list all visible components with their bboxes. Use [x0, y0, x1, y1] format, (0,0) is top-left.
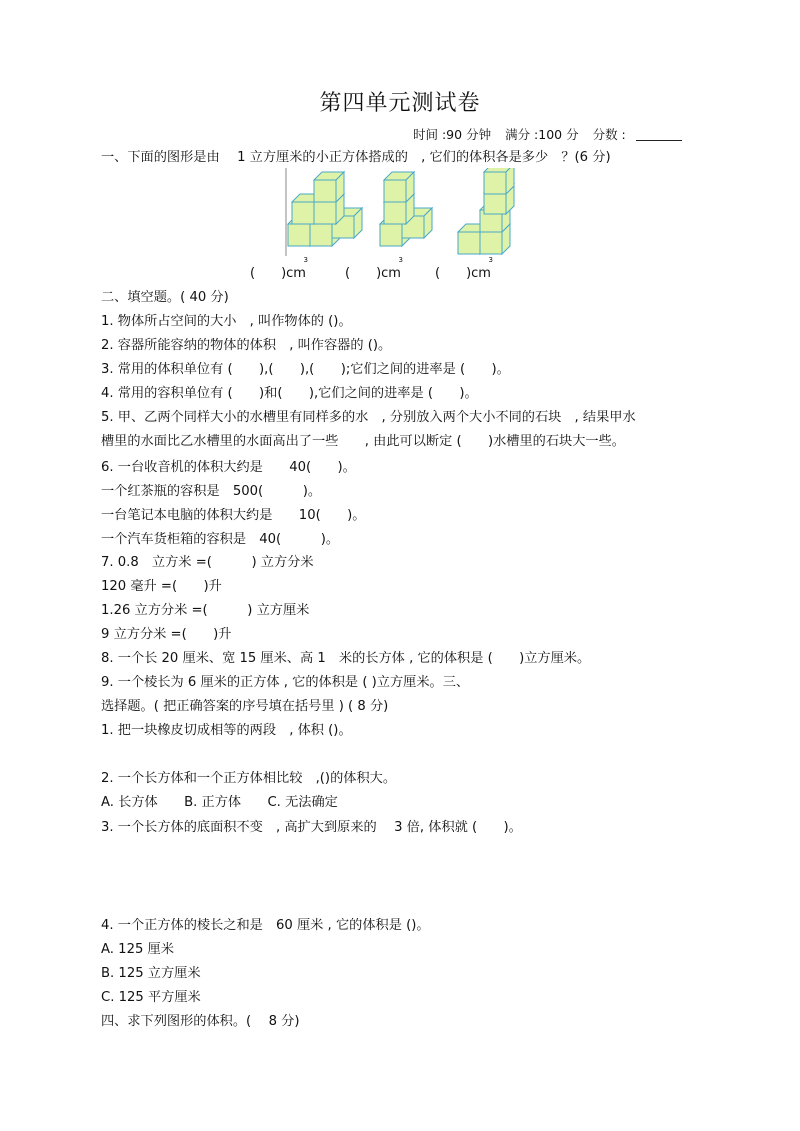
question-line: 4. 常用的容积单位有 ( )和( ),它们之间的进率是 ( )。	[101, 386, 478, 401]
question-line: 9. 一个棱长为 6 厘米的正方体 , 它的体积是 ( )立方厘米。三、	[101, 675, 470, 690]
question-line: 一个红茶瓶的容积是 500( )。	[101, 484, 322, 499]
answer-blank-2[interactable]: ( )cm 3	[345, 256, 403, 281]
section1-heading: 一、下面的图形是由 1 立方厘米的小正方体搭成的 , 它们的体积各是多少 ？(6 分)	[101, 150, 611, 165]
question-line: 8. 一个长 20 厘米、宽 15 厘米、高 1 米的长方体 , 它的体积是 ( )立方厘米。	[101, 651, 591, 666]
section2-heading: 二、填空题。( 40 分)	[101, 290, 229, 305]
question-line: 一台笔记本电脑的体积大约是 10( )。	[101, 508, 366, 523]
question-line: 一个汽车货柜箱的容积是 40( )。	[101, 532, 340, 547]
question-line: 2. 一个长方体和一个正方体相比较 ,()的体积大。	[101, 771, 397, 786]
question-line: 1.26 立方分米 =( ) 立方厘米	[101, 603, 310, 618]
score-label: 分数 :	[592, 127, 626, 142]
choice-option: B. 125 立方厘米	[101, 966, 201, 981]
question-line: 2. 容器所能容纳的物体的体积 , 叫作容器的 ()。	[101, 338, 392, 353]
question-line: 9 立方分米 =( )升	[101, 627, 232, 642]
question-line: 1. 把一块橡皮切成相等的两段 , 体积 ()。	[101, 723, 352, 738]
question-line: 120 毫升 =( )升	[101, 579, 222, 594]
question-line: 6. 一台收音机的体积大约是 40( )。	[101, 460, 356, 475]
section3-heading: 选择题。( 把正确答案的序号填在括号里 ) ( 8 分)	[101, 699, 389, 714]
question-line: 3. 常用的体积单位有 ( ),( ),( );它们之间的进率是 ( )。	[101, 362, 510, 377]
choice-option: A. 125 厘米	[101, 942, 174, 957]
exam-meta	[413, 125, 682, 143]
choice-options: A. 长方体 B. 正方体 C. 无法确定	[101, 795, 338, 810]
score-blank[interactable]	[636, 128, 682, 141]
section4-heading: 四、求下列图形的体积。( 8 分)	[101, 1014, 300, 1029]
question-line: 5. 甲、乙两个同样大小的水槽里有同样多的水 , 分别放入两个大小不同的石块 , 结果甲水	[101, 410, 636, 425]
question-line: 7. 0.8 立方米 =( ) 立方分米	[101, 555, 314, 570]
unit-cube	[314, 172, 344, 202]
question-line: 槽里的水面比乙水槽里的水面高出了一些 , 由此可以断定 ( )水槽里的石块大一些。	[101, 434, 625, 449]
unit-cube	[384, 172, 414, 202]
unit-cube	[484, 168, 514, 194]
choice-option: C. 125 平方厘米	[101, 990, 201, 1005]
page-title: 第四单元测试卷	[319, 91, 481, 116]
question-line: 3. 一个长方体的底面积不变 , 高扩大到原来的 3 倍, 体积就 ( )。	[101, 820, 522, 835]
answer-blank-1[interactable]: ( )cm 3	[250, 256, 308, 281]
question-line: 1. 物体所占空间的大小 , 叫作物体的 ()。	[101, 314, 352, 329]
question-line: 4. 一个正方体的棱长之和是 60 厘米 , 它的体积是 ()。	[101, 918, 430, 933]
full-score-label: 满分 :100 分	[505, 127, 579, 142]
time-label: 时间 :90 分钟	[413, 127, 492, 142]
cube-figures	[284, 168, 524, 268]
answer-blank-3[interactable]: ( )cm 3	[435, 256, 493, 281]
